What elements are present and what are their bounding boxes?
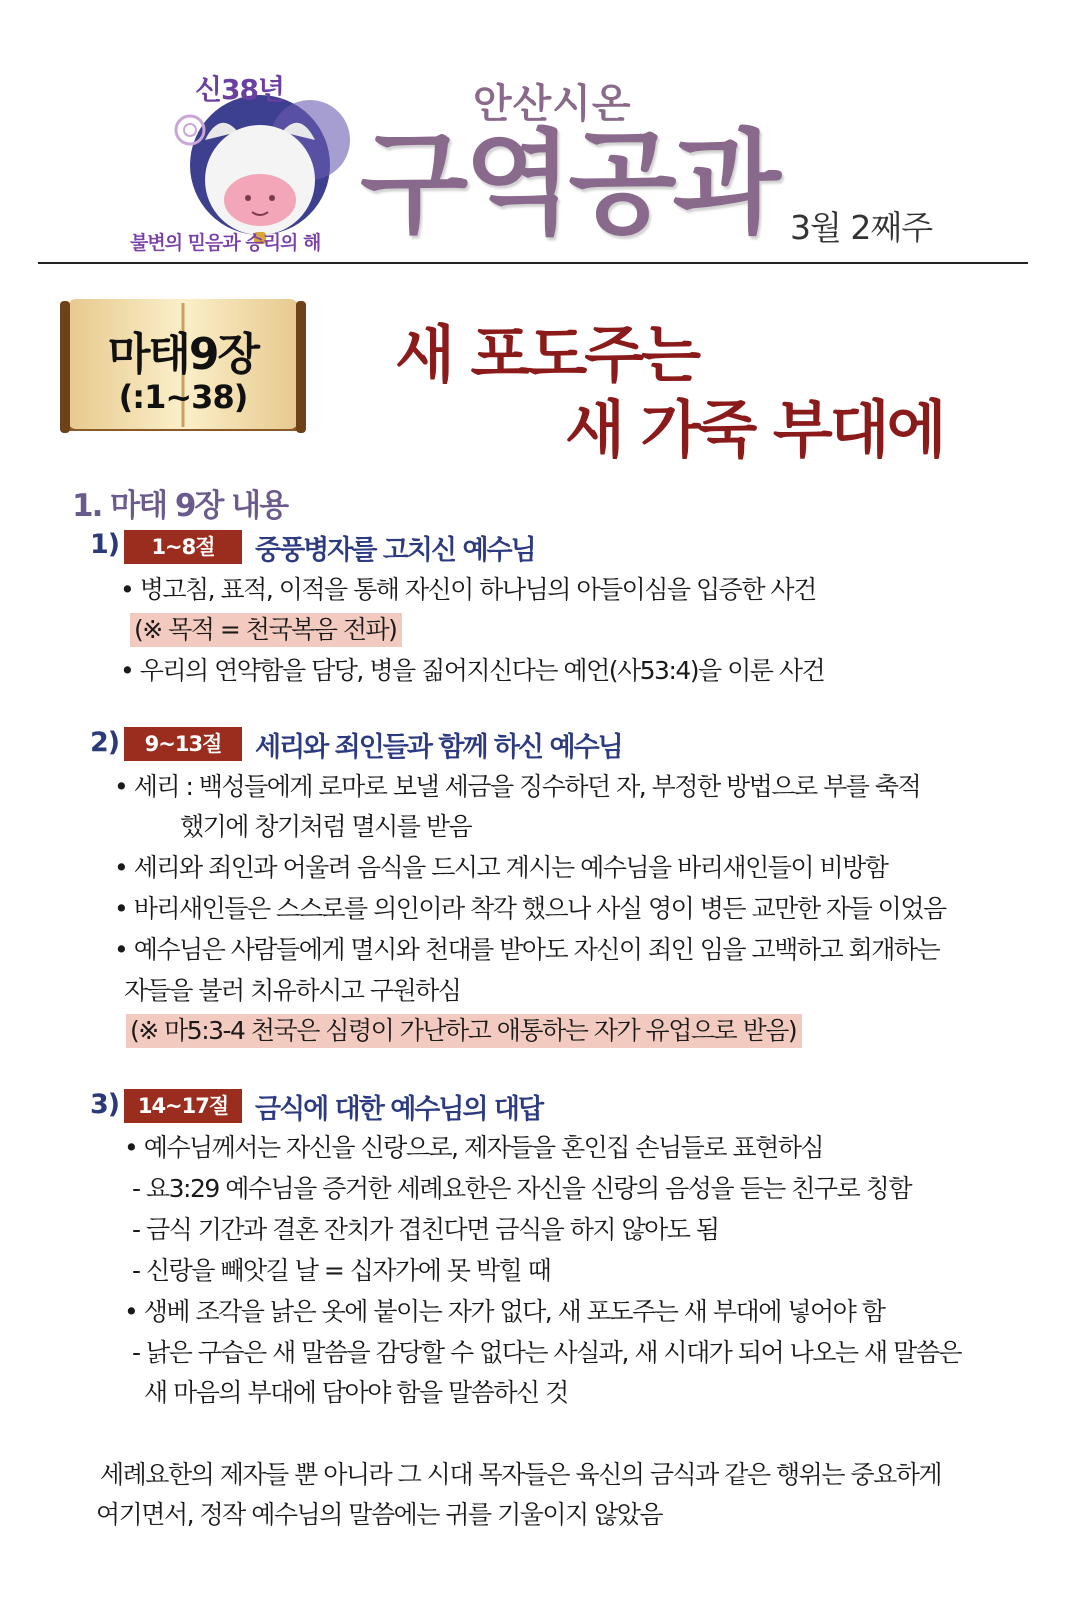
bullet-line: • 병고침, 표적, 이적을 통해 자신이 하나님의 아들이심을 입증한 사건 (120, 575, 816, 604)
part-number: 2) (90, 727, 120, 758)
book-verses: (:1~38) (118, 378, 248, 416)
bullet-line: • 예수님은 사람들에게 멸시와 천대를 받아도 자신이 죄인 임을 고백하고 회개하는 (114, 935, 940, 964)
bullet-line: • 생베 조각을 낡은 옷에 붙이는 자가 없다, 새 포도주는 새 부대에 넣어야 함 (124, 1297, 885, 1326)
closing-line: 세례요한의 제자들 뿐 아니라 그 시대 목자들은 육신의 금식과 같은 행위는 중요하게 (100, 1460, 942, 1489)
header-divider (38, 262, 1028, 264)
section-title: 1. 마태 9장 내용 (72, 488, 288, 524)
dash-line: - 낡은 구습은 새 말씀을 감당할 수 없다는 사실과, 새 시대가 되어 나오는 새 말씀은 (132, 1338, 962, 1367)
continuation-line: 했기에 창기처럼 멸시를 받음 (180, 812, 472, 841)
logo-year-label: 신38년 (195, 73, 285, 106)
logo-slogan: 불변의 믿음과 승리의 해 (130, 232, 321, 254)
bullet-line: • 바리새인들은 스스로를 의인이라 착각 했으나 사실 영이 병든 교만한 자들 이었음 (114, 894, 946, 923)
closing-line: 여기면서, 정작 예수님의 말씀에는 귀를 기울이지 않았음 (96, 1500, 663, 1529)
part-title: 중풍병자를 고치신 예수님 (255, 535, 535, 566)
verse-tag: 14~17절 (124, 1089, 242, 1123)
main-title-line-2: 새 가죽 부대에 (565, 393, 944, 466)
dash-line: - 금식 기간과 결혼 잔치가 겹친다면 금식을 하지 않아도 됨 (132, 1215, 719, 1244)
church-name: 안산시온 (473, 81, 632, 127)
highlight-note (130, 610, 402, 646)
main-title-line-1: 새 포도주는 (395, 318, 699, 391)
page-title: 구역공과 (360, 119, 777, 249)
part-number: 3) (90, 1089, 120, 1120)
part-number: 1) (90, 529, 120, 560)
book-chapter: 마태9장 (107, 329, 259, 380)
part-title: 세리와 죄인들과 함께 하신 예수님 (255, 732, 622, 763)
highlight-text: (※ 목적 = 천국복음 전파) (130, 613, 402, 647)
dash-line: - 신랑을 빼앗길 날 = 십자가에 못 박힐 때 (132, 1256, 551, 1285)
highlight-note (126, 1011, 802, 1047)
bullet-line: • 세리 : 백성들에게 로마로 보낼 세금을 징수하던 자, 부정한 방법으로 부를 축적 (114, 772, 921, 801)
continuation-line: 자들을 불러 치유하시고 구원하심 (124, 976, 461, 1005)
verse-tag: 9~13절 (124, 727, 242, 761)
continuation-line: 새 마음의 부대에 담아야 함을 말씀하신 것 (144, 1378, 568, 1407)
bullet-line: • 세리와 죄인과 어울려 음식을 드시고 계시는 예수님을 바리새인들이 비방함 (114, 853, 888, 882)
verse-tag: 1~8절 (124, 530, 242, 564)
week-label: 3월 2째주 (790, 208, 933, 247)
bullet-line: • 우리의 연약함을 담당, 병을 짊어지신다는 예언(사53:4)을 이룬 사건 (120, 656, 825, 685)
part-title: 금식에 대한 예수님의 대답 (255, 1094, 543, 1125)
bullet-line: • 예수님께서는 자신을 신랑으로, 제자들을 혼인집 손님들로 표현하심 (124, 1133, 824, 1162)
highlight-text: (※ 마5:3-4 천국은 심령이 가난하고 애통하는 자가 유업으로 받음) (126, 1014, 802, 1048)
dash-line: - 요3:29 예수님을 증거한 세례요한은 자신을 신랑의 음성을 듣는 친구로 칭함 (132, 1174, 911, 1203)
